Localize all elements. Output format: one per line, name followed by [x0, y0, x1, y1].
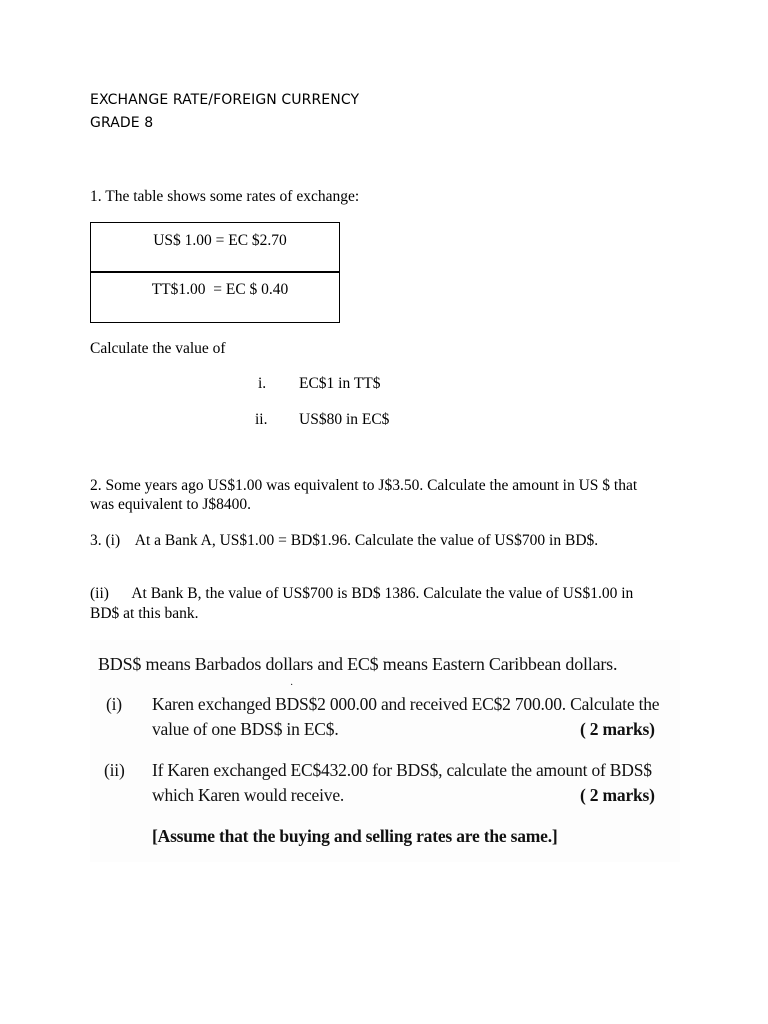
q1-prompt: Calculate the value of [90, 340, 226, 357]
scan-part-i-line-2: value of one BDS$ in EC$. [152, 719, 339, 739]
q1-part-ii-number: ii. [255, 411, 268, 428]
document-title: EXCHANGE RATE/FOREIGN CURRENCY [90, 92, 360, 108]
scan-assumption-note: [Assume that the buying and selling rates are the same.] [152, 826, 558, 846]
scan-part-i-number: (i) [106, 694, 122, 714]
exchange-rate-table [90, 222, 340, 323]
rate-row-us: US$ 1.00 = EC $2.70 [153, 232, 287, 249]
q2-line-1: 2. Some years ago US$1.00 was equivalent to J$3.50. Calculate the amount in US $ that [90, 477, 638, 494]
q2-line-2: was equivalent to J$8400. [90, 496, 252, 513]
scan-part-i-line-1: Karen exchanged BDS$2 000.00 and received EC$2 700.00. Calculate the [152, 694, 660, 714]
scan-part-ii-marks: ( 2 marks) [580, 785, 655, 805]
q1-part-i-number: i. [258, 375, 267, 392]
grade-label: GRADE 8 [90, 115, 154, 131]
q1-part-ii-text: US$80 in EC$ [299, 411, 390, 428]
scan-intro: BDS$ means Barbados dollars and EC$ means Eastern Caribbean dollars. [98, 654, 618, 674]
rate-row-tt: TT$1.00 = EC $ 0.40 [151, 281, 289, 298]
q3-part-ii-line-2: BD$ at this bank. [90, 605, 199, 622]
q1-intro: 1. The table shows some rates of exchange: [90, 188, 360, 205]
scan-dot: · [290, 680, 294, 691]
scan-part-ii-line-2: which Karen would receive. [152, 785, 345, 805]
scan-part-ii-number: (ii) [104, 760, 125, 780]
scan-part-i-marks: ( 2 marks) [580, 719, 655, 739]
scanned-question-image [90, 640, 680, 862]
q1-part-i-text: EC$1 in TT$ [299, 375, 381, 392]
table-divider [91, 271, 339, 273]
q3-part-i: 3. (i) At a Bank A, US$1.00 = BD$1.96. Calculate the value of US$700 in BD$. [90, 532, 599, 549]
q3-part-ii-line-1: (ii) At Bank B, the value of US$700 is BD$ 1386. Calculate the value of US$1.00 in [90, 585, 634, 602]
scan-part-ii-line-1: If Karen exchanged EC$432.00 for BDS$, calculate the amount of BDS$ [152, 760, 652, 780]
